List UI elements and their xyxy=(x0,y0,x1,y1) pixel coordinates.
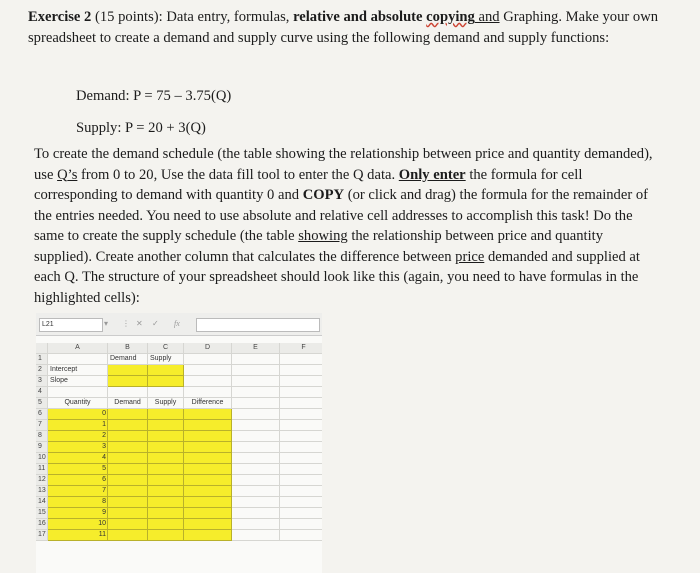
cell[interactable] xyxy=(232,376,280,387)
cell[interactable] xyxy=(232,431,280,442)
formula-bar xyxy=(36,313,322,336)
cell[interactable] xyxy=(232,464,280,475)
quantity-cell[interactable]: 5 xyxy=(48,464,108,475)
separator-icon: ⋮ xyxy=(122,319,130,328)
row-header-9[interactable]: 9 xyxy=(36,442,48,453)
function-icon[interactable]: fx xyxy=(174,319,180,328)
task-text-4: (or click and drag) the formula for the remainder of the entries needed. You need to use absolute and relative cell addresses to accomplish this task! Do the same to create the supply schedule (the table xyxy=(34,187,648,244)
quantity-cell[interactable]: 3 xyxy=(48,442,108,453)
only-enter-word: Only enter xyxy=(398,166,466,183)
demand-cell[interactable] xyxy=(108,442,148,453)
task-instructions xyxy=(34,144,654,308)
row-header-3[interactable]: 3 xyxy=(36,376,48,387)
cell[interactable] xyxy=(280,475,322,486)
demand-cell[interactable] xyxy=(108,486,148,497)
supply-cell[interactable] xyxy=(148,475,184,486)
column-header-a[interactable]: A xyxy=(48,343,108,354)
quantity-cell[interactable]: 1 xyxy=(48,420,108,431)
quantity-cell[interactable]: 7 xyxy=(48,486,108,497)
cell[interactable] xyxy=(232,508,280,519)
formula-input[interactable] xyxy=(196,318,320,332)
quantity-cell[interactable]: 2 xyxy=(48,431,108,442)
confirm-icon[interactable]: ✓ xyxy=(152,319,159,328)
supply-cell[interactable] xyxy=(148,497,184,508)
cell[interactable] xyxy=(108,387,148,398)
cell[interactable] xyxy=(48,354,108,365)
difference-cell[interactable] xyxy=(184,497,232,508)
difference-cell[interactable] xyxy=(184,431,232,442)
column-header-c[interactable]: C xyxy=(148,343,184,354)
demand-cell[interactable] xyxy=(108,497,148,508)
cell[interactable] xyxy=(232,409,280,420)
difference-cell[interactable] xyxy=(184,519,232,530)
cell[interactable] xyxy=(280,387,322,398)
demand-cell[interactable] xyxy=(108,519,148,530)
demand-cell[interactable] xyxy=(108,530,148,541)
demand-cell[interactable] xyxy=(108,431,148,442)
highlighted-cell[interactable] xyxy=(108,365,148,376)
cell[interactable] xyxy=(232,354,280,365)
cell[interactable] xyxy=(232,442,280,453)
quantity-cell[interactable]: 6 xyxy=(48,475,108,486)
demand-cell[interactable] xyxy=(108,475,148,486)
name-box[interactable]: L21 xyxy=(39,318,103,332)
cell-c1-label[interactable]: Supply xyxy=(148,354,184,365)
cell[interactable] xyxy=(232,365,280,376)
supply-cell[interactable] xyxy=(148,409,184,420)
copying-word: copying xyxy=(426,9,475,25)
supply-cell[interactable] xyxy=(148,530,184,541)
cell[interactable] xyxy=(232,497,280,508)
demand-cell[interactable] xyxy=(108,420,148,431)
cell-a2-label[interactable]: Intercept xyxy=(48,365,108,376)
supply-cell[interactable] xyxy=(148,486,184,497)
cell[interactable] xyxy=(184,387,232,398)
exercise-points: (15 points): Data entry, formulas, xyxy=(91,9,294,25)
highlighted-cell[interactable] xyxy=(108,376,148,387)
row-header-6[interactable]: 6 xyxy=(36,409,48,420)
row-header-16[interactable]: 16 xyxy=(36,519,48,530)
corner-cell[interactable] xyxy=(36,343,48,354)
task-text-6: demanded and supplied at each Q. The structure of your spreadsheet should look like this (again, you need to have formulas in the highlighted cells): xyxy=(34,248,640,306)
supply-cell[interactable] xyxy=(148,508,184,519)
task-text-2: from 0 to 20, Use the data fill tool to enter the Q data. xyxy=(77,166,399,183)
cell[interactable] xyxy=(280,486,322,497)
cancel-icon[interactable]: ✕ xyxy=(136,319,143,328)
row-header-10[interactable]: 10 xyxy=(36,453,48,464)
task-text-5: the relationship between price and quantity supplied). Create another column that calculates the difference between xyxy=(34,228,603,265)
row-header-17[interactable]: 17 xyxy=(36,530,48,541)
difference-cell[interactable] xyxy=(184,420,232,431)
demand-cell[interactable] xyxy=(108,508,148,519)
cell-c5-header[interactable]: Supply xyxy=(148,398,184,409)
quantity-cell[interactable]: 9 xyxy=(48,508,108,519)
highlighted-cell[interactable] xyxy=(148,376,184,387)
cell[interactable] xyxy=(280,497,322,508)
cell[interactable] xyxy=(232,420,280,431)
cell[interactable] xyxy=(280,442,322,453)
column-header-b[interactable]: B xyxy=(108,343,148,354)
row-header-1[interactable]: 1 xyxy=(36,354,48,365)
cell[interactable] xyxy=(280,431,322,442)
difference-cell[interactable] xyxy=(184,530,232,541)
row-header-2[interactable]: 2 xyxy=(36,365,48,376)
cell[interactable] xyxy=(280,519,322,530)
intro-rest: Graphing. Make your own spreadsheet to create a demand and supply curve using the following demand and supply functions: xyxy=(28,9,659,46)
cell[interactable] xyxy=(280,354,322,365)
cell[interactable] xyxy=(232,519,280,530)
column-header-d[interactable]: D xyxy=(184,343,232,354)
supply-cell[interactable] xyxy=(148,431,184,442)
cell[interactable] xyxy=(232,398,280,409)
cell[interactable] xyxy=(232,486,280,497)
cell[interactable] xyxy=(280,464,322,475)
difference-cell[interactable] xyxy=(184,486,232,497)
quantity-cell[interactable]: 11 xyxy=(48,530,108,541)
row-header-8[interactable]: 8 xyxy=(36,431,48,442)
supply-cell[interactable] xyxy=(148,420,184,431)
cell[interactable] xyxy=(232,475,280,486)
demand-cell[interactable] xyxy=(108,464,148,475)
cell[interactable] xyxy=(280,376,322,387)
row-header-15[interactable]: 15 xyxy=(36,508,48,519)
cell-b1-label[interactable]: Demand xyxy=(108,354,148,365)
and-word: and xyxy=(474,9,500,25)
demand-cell[interactable] xyxy=(108,453,148,464)
cell-d5-header[interactable]: Difference xyxy=(184,398,232,409)
difference-cell[interactable] xyxy=(184,453,232,464)
cell[interactable] xyxy=(280,398,322,409)
column-header-e[interactable]: E xyxy=(232,343,280,354)
supply-cell[interactable] xyxy=(148,453,184,464)
row-header-11[interactable]: 11 xyxy=(36,464,48,475)
cell[interactable] xyxy=(280,409,322,420)
quantity-cell[interactable]: 8 xyxy=(48,497,108,508)
row-header-12[interactable]: 12 xyxy=(36,475,48,486)
row-header-5[interactable]: 5 xyxy=(36,398,48,409)
task-text-1: To create the demand schedule (the table showing the relationship between price and quantity demanded), use xyxy=(34,146,653,183)
cell[interactable] xyxy=(148,387,184,398)
cell-a5-header[interactable]: Quantity xyxy=(48,398,108,409)
cell[interactable] xyxy=(48,387,108,398)
cell[interactable] xyxy=(232,387,280,398)
cell[interactable] xyxy=(184,376,232,387)
row-header-7[interactable]: 7 xyxy=(36,420,48,431)
chevron-down-icon[interactable]: ▾ xyxy=(104,319,109,328)
quantity-cell[interactable]: 0 xyxy=(48,409,108,420)
demand-equation: Demand: P = 75 – 3.75(Q) xyxy=(76,88,232,104)
supply-cell[interactable] xyxy=(148,464,184,475)
supply-cell[interactable] xyxy=(148,442,184,453)
exercise-heading xyxy=(28,7,678,48)
cell[interactable] xyxy=(232,453,280,464)
cell[interactable] xyxy=(232,530,280,541)
supply-cell[interactable] xyxy=(148,519,184,530)
task-text-3: the formula for cell corresponding to demand with quantity 0 and xyxy=(34,166,583,203)
cell-a3-label[interactable]: Slope xyxy=(48,376,108,387)
qs-word: Q’s xyxy=(57,166,78,183)
quantity-cell[interactable]: 4 xyxy=(48,453,108,464)
cell[interactable] xyxy=(184,354,232,365)
spreadsheet-screenshot xyxy=(36,313,322,573)
cell[interactable] xyxy=(280,365,322,376)
supply-equation: Supply: P = 20 + 3(Q) xyxy=(76,120,206,136)
price-word: price xyxy=(455,248,485,265)
difference-cell[interactable] xyxy=(184,508,232,519)
cell[interactable] xyxy=(280,508,322,519)
copy-word: COPY xyxy=(302,187,345,203)
column-header-f[interactable]: F xyxy=(280,343,322,354)
showing-word: showing xyxy=(298,228,348,244)
exercise-label: Exercise 2 xyxy=(28,9,92,25)
difference-cell[interactable] xyxy=(184,475,232,486)
row-header-14[interactable]: 14 xyxy=(36,497,48,508)
cell-b5-header[interactable]: Demand xyxy=(108,398,148,409)
difference-cell[interactable] xyxy=(184,464,232,475)
demand-cell[interactable] xyxy=(108,409,148,420)
cell[interactable] xyxy=(184,365,232,376)
quantity-cell[interactable]: 10 xyxy=(48,519,108,530)
difference-cell[interactable] xyxy=(184,442,232,453)
row-header-13[interactable]: 13 xyxy=(36,486,48,497)
row-header-4[interactable]: 4 xyxy=(36,387,48,398)
cell[interactable] xyxy=(280,420,322,431)
cell[interactable] xyxy=(280,530,322,541)
bold-phrase: relative and absolute xyxy=(293,9,427,25)
difference-cell[interactable] xyxy=(184,409,232,420)
cell[interactable] xyxy=(280,453,322,464)
highlighted-cell[interactable] xyxy=(148,365,184,376)
